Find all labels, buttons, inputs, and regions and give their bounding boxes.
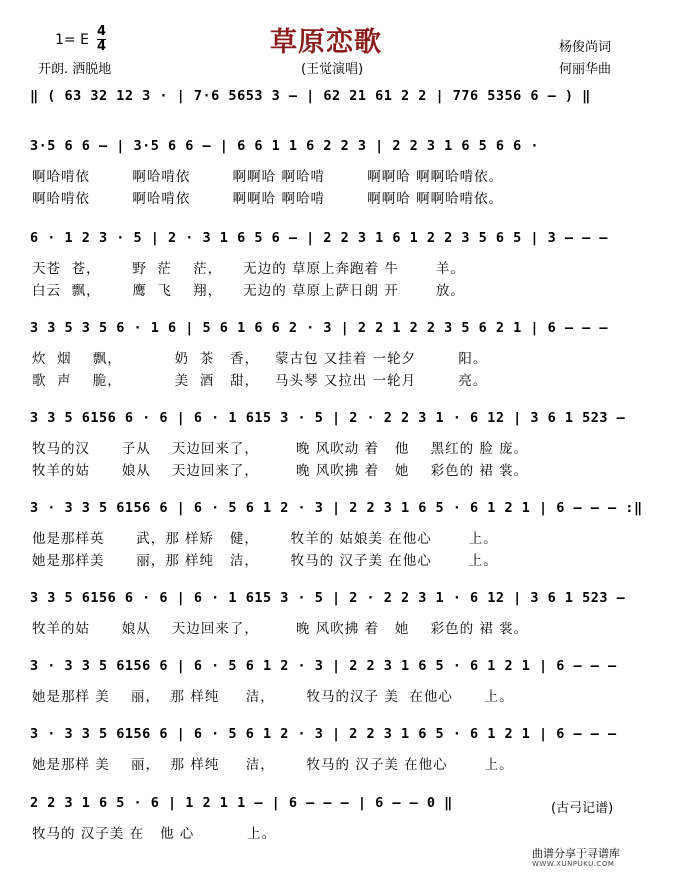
notation-line: 3 3 5 3 5 6 · 1 6 | 5 6 1 6 6 2 · 3 | 2 2 1 2 2 3 5 6 2 1 | 6 – – – — [30, 320, 609, 336]
notation-line: 3 3 5 6156 6 · 6 | 6 · 1 615 3 · 5 | 2 · 2 2 3 1 · 6 12 | 3 6 1 523 – — [30, 410, 626, 426]
notation-line: 3 · 3 3 5 6156 6 | 6 · 5 6 1 2 · 3 | 2 2 3 1 6 5 · 6 1 2 1 | 6 – – – :‖ — [30, 500, 643, 516]
time-signature-top: 4 — [97, 24, 107, 39]
lyric-line: 她是那样美 丽，那 样纯 洁， 牧马的 汉子美 在他心 上。 — [32, 553, 498, 569]
notation-line: 3·5 6 6 – | 3·5 6 6 – | 6 6 1 1 6 2 2 3 | 2 2 3 1 6 5 6 6 · — [30, 138, 540, 154]
notation-line: 3 · 3 3 5 6156 6 | 6 · 5 6 1 2 · 3 | 2 2 3 1 6 5 · 6 1 2 1 | 6 – – – — [30, 726, 617, 742]
lyric-line: 炊 烟 飘， 奶 茶 香， 蒙古包 又挂着 一轮夕 阳。 — [32, 351, 488, 367]
notation-line: 6 · 1 2 3 · 5 | 2 · 3 1 6 5 6 – | 2 2 3 1 6 1 2 2 3 5 6 5 | 3 – – – — [30, 230, 609, 246]
notation-line: 3 · 3 3 5 6156 6 | 6 · 5 6 1 2 · 3 | 2 2 3 1 6 5 · 6 1 2 1 | 6 – – – — [30, 658, 617, 674]
notation-credit: (古弓记谱) — [551, 801, 614, 816]
lyric-line: 白云 飘， 鹰 飞 翔， 无边的 草原上萨日朗 开 放。 — [32, 283, 465, 299]
tempo-marking: 开朗. 洒脱地 — [38, 62, 112, 77]
lyric-line: 她是那样 美 丽， 那 样纯 洁， 牧马的 汉子美 在他心 上。 — [32, 757, 514, 773]
song-title: 草原恋歌 — [270, 27, 382, 58]
notation-line: ‖ ( 63 32 12 3 · | 7·6 5653 3 – | 62 21 61 2 2 | 776 5356 6 – ) ‖ — [30, 88, 591, 104]
composer-credit: 何丽华曲 — [559, 62, 612, 77]
key-signature: 1= E — [55, 32, 89, 48]
lyric-line: 牧马的 汉子美 在 他 心 上。 — [32, 826, 277, 842]
notation-line: 2 2 3 1 6 5 · 6 | 1 2 1 1 – | 6 – – – | 6 – – 0 ‖ — [30, 795, 453, 811]
lyricist-credit: 杨俊尚词 — [559, 40, 612, 55]
lyric-line: 天苍 苍， 野 茫 茫， 无边的 草原上奔跑着 牛 羊。 — [32, 261, 465, 277]
notation-line: 3 3 5 6156 6 · 6 | 6 · 1 615 3 · 5 | 2 · 2 2 3 1 · 6 12 | 3 6 1 523 – — [30, 590, 626, 606]
lyric-line: 啊哈啃依 啊哈啃依 啊啊哈 啊哈啃 啊啊哈 啊啊哈啃依。 — [32, 191, 504, 207]
watermark-site: WWW.XUNPUKU.COM — [532, 860, 615, 868]
time-signature-bottom: 4 — [97, 39, 107, 54]
lyric-line: 牧羊的姑 娘从 天边回来了， 晚 风吹拂 着 她 彩色的 裙 裳。 — [32, 463, 529, 479]
time-signature — [97, 25, 106, 54]
lyric-line: 歌 声 脆， 美 酒 甜， 马头琴 又拉出 一轮月 亮。 — [32, 373, 488, 389]
lyric-line: 牧马的汉 子从 天边回来了， 晚 风吹动 着 他 黑红的 脸 庞。 — [32, 441, 529, 457]
song-subtitle: (王觉演唱) — [301, 62, 364, 77]
lyric-line: 牧羊的姑 娘从 天边回来了， 晚 风吹拂 着 她 彩色的 裙 裳。 — [32, 621, 529, 637]
watermark-text: 曲谱分享于寻谱库 — [532, 847, 620, 860]
lyric-line: 他是那样英 武，那 样矫 健， 牧羊的 姑娘美 在他心 上。 — [32, 531, 498, 547]
lyric-line: 她是那样 美 丽， 那 样纯 洁， 牧马的汉子 美 在他心 上。 — [32, 689, 514, 705]
lyric-line: 啊哈啃依 啊哈啃依 啊啊哈 啊哈啃 啊啊哈 啊啊哈啃依。 — [32, 169, 504, 185]
